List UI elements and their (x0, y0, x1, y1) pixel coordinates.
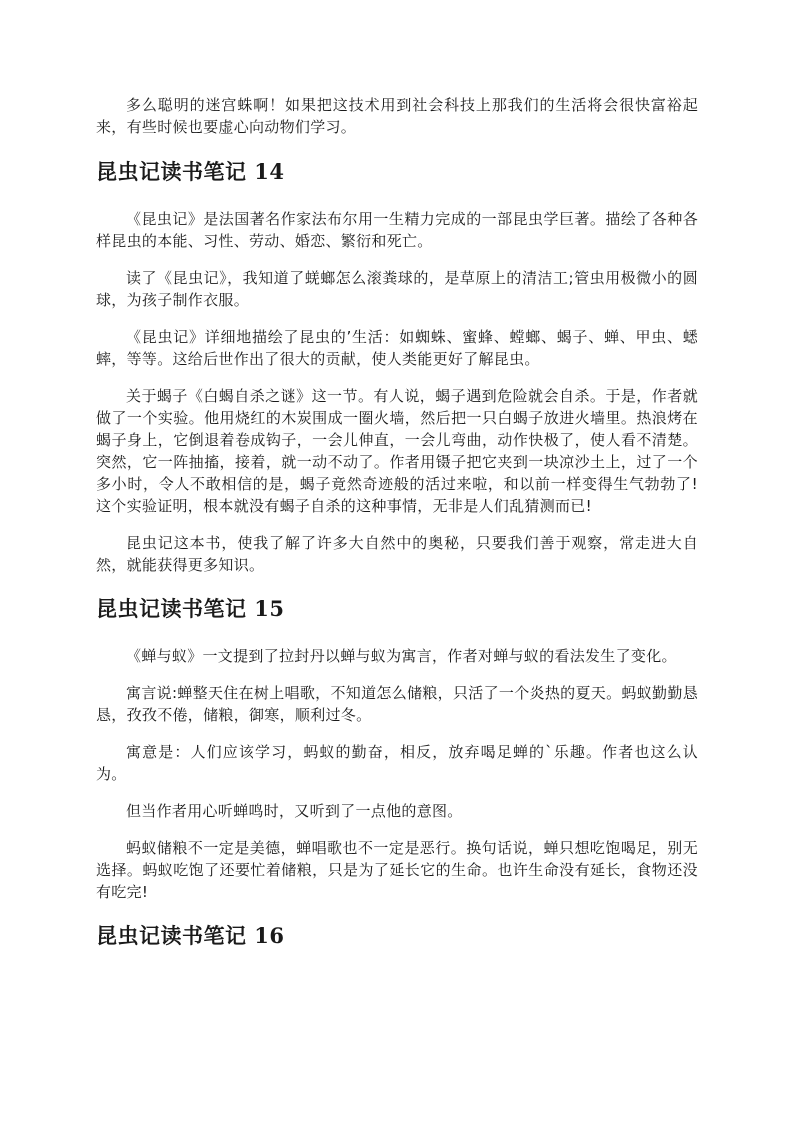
document-page (96, 94, 698, 951)
paragraph: 蚂蚁储粮不一定是美德，蝉唱歌也不一定是恶行。换句话说，蝉只想吃饱喝足，别无选择。蚂蚁吃饱了还要忙着储粮，只是为了延长它的生命。也许生命没有延长，食物还没有吃完! (96, 839, 698, 901)
paragraph: 多么聪明的迷宫蛛啊！如果把这技术用到社会科技上那我们的生活将会很快富裕起来，有些时候也要虚心向动物们学习。 (96, 96, 698, 136)
paragraph: 《昆虫记》是法国著名作家法布尔用一生精力完成的一部昆虫学巨著。描绘了各种各样昆虫的本能、习性、劳动、婚恋、繁衍和死亡。 (96, 210, 698, 250)
paragraph: 《昆虫记》详细地描绘了昆虫的’生活：如蜘蛛、蜜蜂、螳螂、蝎子、蝉、甲虫、蟋蟀，等等。这给后世作出了很大的贡献，使人类能更好了解昆虫。 (96, 328, 698, 368)
paragraph: 读了《昆虫记》，我知道了蜣螂怎么滚粪球的，是草原上的清洁工;管虫用极微小的圆球，为孩子制作衣服。 (96, 269, 698, 309)
paragraph: 《蝉与蚁》一文提到了拉封丹以蝉与蚁为寓言，作者对蝉与蚁的看法发生了变化。 (126, 647, 677, 665)
paragraph: 寓言说:蝉整天住在树上唱歌，不知道怎么储粮，只活了一个炎热的夏天。蚂蚁勤勤恳恳，孜孜不倦，储粮，御寒，顺利过冬。 (96, 684, 698, 724)
paragraph: 寓意是：人们应该学习，蚂蚁的勤奋，相反，放弃喝足蝉的`乐趣。作者也这么认为。 (96, 743, 698, 783)
section-heading-15: 昆虫记读书笔记 15 (96, 596, 285, 621)
paragraph: 昆虫记这本书，使我了解了许多大自然中的奥秘，只要我们善于观察，常走进大自然，就能获得更多知识。 (96, 534, 698, 574)
section-heading-16: 昆虫记读书笔记 16 (96, 923, 285, 948)
section-heading-14: 昆虫记读书笔记 14 (96, 159, 285, 184)
paragraph: 但当作者用心听蝉鸣时，又听到了一点他的意图。 (126, 802, 463, 820)
paragraph: 关于蝎子《白蝎自杀之谜》这一节。有人说，蝎子遇到危险就会自杀。于是，作者就做了一个实验。他用烧红的木炭围成一圈火墙，然后把一只白蝎子放进火墙里。热浪烤在蝎子身上，它倒退着卷成钩子，一会儿伸直，一会儿弯曲，动作快极了，使人看不清楚。突然，它一阵抽搐，接着，就一动不动了。作者用镊子把它夹到一块凉沙土上，过了一个多小时，令人不敢相信的是，蝎子竟然奇迹般的活过来啦，和以前一样变得生气勃勃了!这个实验证明，根本就没有蝎子自杀的这种事情，无非是人们乱猜测而已! (96, 387, 698, 515)
